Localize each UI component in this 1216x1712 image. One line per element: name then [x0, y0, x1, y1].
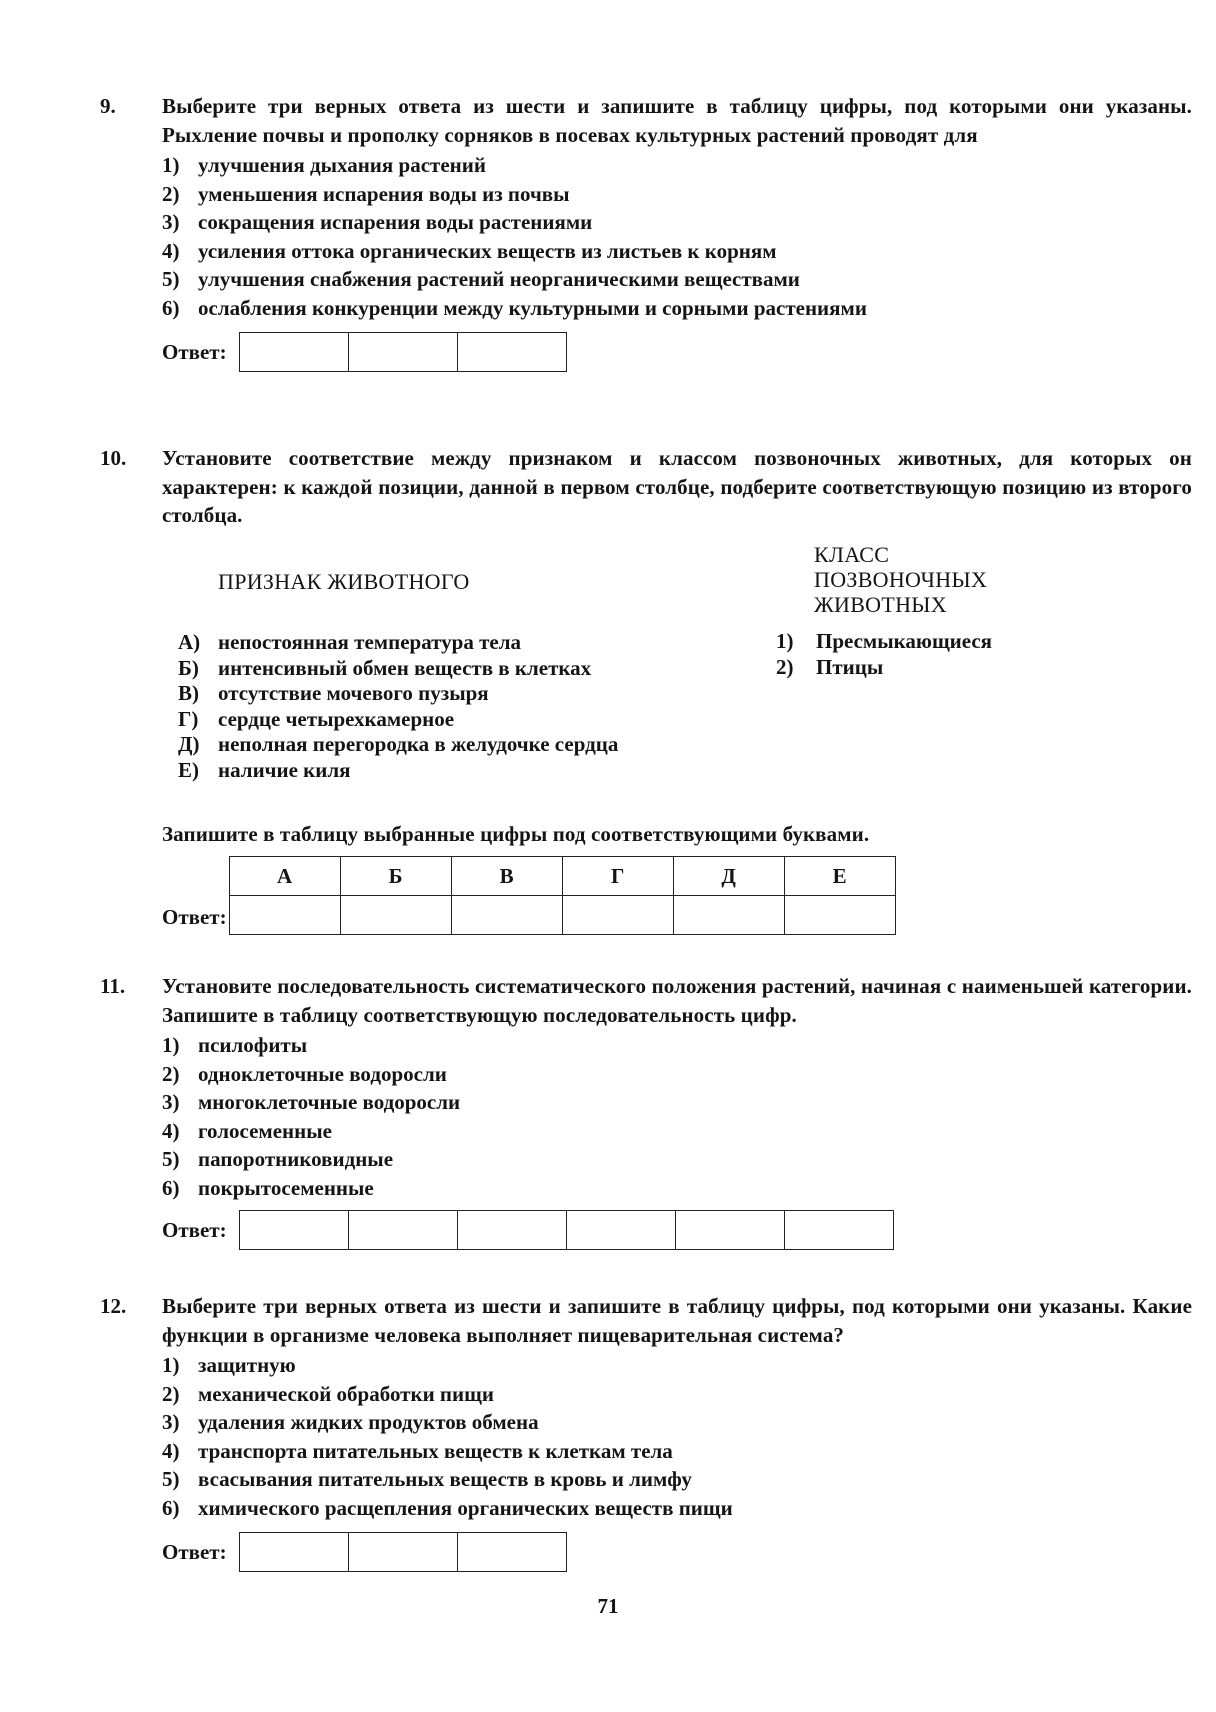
table-header-cell: А — [229, 857, 340, 896]
table-header-cell: Д — [673, 857, 784, 896]
match-item: Г) сердце четырехкамерное — [178, 706, 455, 731]
options-list — [162, 1351, 1192, 1522]
options-list — [162, 151, 1192, 322]
task-number: 11. — [100, 974, 126, 998]
answer-cell[interactable] — [349, 333, 458, 371]
answer-cell[interactable] — [458, 1533, 566, 1571]
answer-cell[interactable] — [240, 1533, 349, 1571]
table-header-cell: Е — [784, 857, 895, 896]
answer-label: Ответ: — [162, 339, 227, 364]
answer-boxes — [239, 332, 567, 372]
answer-cell[interactable] — [340, 896, 451, 935]
answer-label: Ответ: — [162, 904, 227, 929]
option: 6) покрытосеменные — [162, 1175, 374, 1200]
answer-table-row — [162, 856, 896, 935]
answer-cell[interactable] — [451, 896, 562, 935]
option: 1) улучшения дыхания растений — [162, 153, 486, 177]
answer-cell[interactable] — [458, 333, 566, 371]
task-stem: Выберите три верных ответа из шести и запишите в таблицу цифры, под которыми они указаны. Рыхление почвы и прополку сорняков в посевах культурных растений проводят для — [162, 94, 1192, 147]
options-list — [162, 1031, 1192, 1202]
answer-cell[interactable] — [229, 896, 340, 935]
answer-cell[interactable] — [349, 1211, 458, 1249]
answer-label: Ответ: — [162, 1539, 227, 1564]
task-number: 10. — [100, 446, 127, 470]
right-column-header: КЛАСС ПОЗВОНОЧНЫХ ЖИВОТНЫХ — [814, 542, 988, 617]
answer-row — [162, 1532, 1192, 1572]
option: 4) голосеменные — [162, 1118, 332, 1143]
task-number: 12. — [100, 1294, 127, 1318]
table-header-cell: В — [451, 857, 562, 896]
option: 1) псилофиты — [162, 1033, 308, 1057]
task-stem: Выберите три верных ответа из шести и запишите в таблицу цифры, под которыми они указаны. Какие функции в организме человека выполняет пищеварительная система? — [162, 1294, 1192, 1347]
answer-boxes — [239, 1210, 894, 1250]
option: 2) одноклеточные водоросли — [162, 1061, 447, 1086]
page-number: 71 — [597, 1594, 619, 1618]
answer-label: Ответ: — [162, 1217, 227, 1242]
task-stem: Установите соответствие между признаком и классом позвоночных животных, для которых он характерен: к каждой позиции, данной в первом столбце, подберите соответствующую позицию из второго столбца. — [162, 446, 1192, 527]
option: 5) папоротниковидные — [162, 1147, 394, 1171]
answer-row — [162, 332, 1192, 372]
answer-cell[interactable] — [676, 1211, 785, 1249]
option: 6) ослабления конкуренции между культурными и сорными растениями — [162, 295, 867, 320]
match-item: 1) Пресмыкающиеся — [776, 629, 993, 653]
task-stem: Установите последовательность систематического положения растений, начиная с наименьшей категории. Запишите в таблицу соответствующую последовательность цифр. — [162, 974, 1192, 1027]
answer-row — [162, 1210, 1192, 1250]
table-header-cell: Г — [562, 857, 673, 896]
answer-cell[interactable] — [349, 1533, 458, 1571]
answer-cell[interactable] — [562, 896, 673, 935]
option: 3) сокращения испарения воды растениями — [162, 210, 593, 234]
instruction: Запишите в таблицу выбранные цифры под соответствующими буквами. — [162, 822, 870, 846]
match-item: 2) Птицы — [776, 655, 884, 679]
answer-cell[interactable] — [240, 1211, 349, 1249]
option: 2) уменьшения испарения воды из почвы — [162, 181, 570, 206]
task-number: 9. — [100, 94, 116, 118]
option: 5) всасывания питательных веществ в кровь и лимфу — [162, 1467, 692, 1491]
match-item: В) отсутствие мочевого пузыря — [178, 681, 489, 705]
option: 5) улучшения снабжения растений неорганическими веществами — [162, 267, 800, 291]
answer-cell[interactable] — [458, 1211, 567, 1249]
option: 4) усиления оттока органических веществ из листьев к корням — [162, 238, 777, 263]
match-item: Д) неполная перегородка в желудочке сердца — [178, 732, 619, 756]
match-item: Е) наличие киля — [178, 757, 351, 782]
match-item: А) непостоянная температура тела — [178, 630, 522, 654]
option: 2) механической обработки пищи — [162, 1381, 494, 1406]
left-column-header: ПРИЗНАК ЖИВОТНОГО — [218, 569, 470, 594]
right-items — [776, 628, 992, 680]
option: 1) защитную — [162, 1353, 296, 1377]
answer-cell[interactable] — [567, 1211, 676, 1249]
option: 3) многоклеточные водоросли — [162, 1090, 461, 1114]
answer-table — [229, 856, 896, 935]
answer-cell[interactable] — [673, 896, 784, 935]
answer-boxes — [239, 1532, 567, 1572]
answer-cell[interactable] — [240, 333, 349, 371]
answer-cell[interactable] — [784, 896, 895, 935]
option: 4) транспорта питательных веществ к клеткам тела — [162, 1438, 673, 1463]
option: 3) удаления жидких продуктов обмена — [162, 1410, 539, 1434]
table-header-cell: Б — [340, 857, 451, 896]
match-item: Б) интенсивный обмен веществ в клетках — [178, 655, 592, 680]
answer-cell[interactable] — [785, 1211, 893, 1249]
left-items — [178, 630, 648, 783]
option: 6) химического расщепления органических веществ пищи — [162, 1495, 733, 1520]
